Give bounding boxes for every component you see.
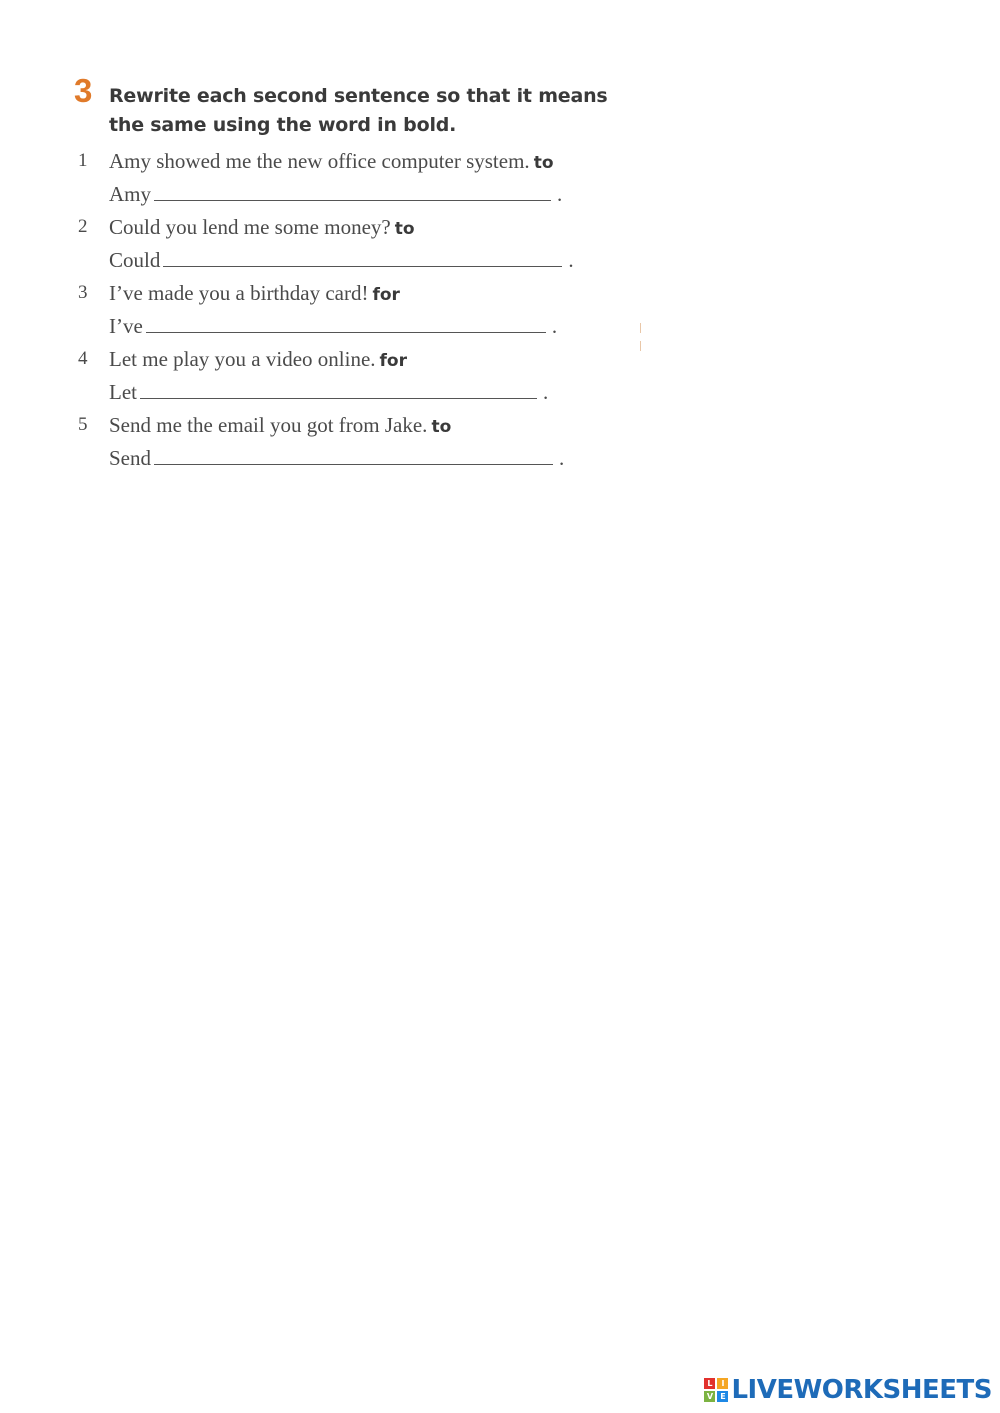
instruction-line-1: Rewrite each second sentence so that it means bbox=[109, 85, 608, 107]
answer-start-word: Send bbox=[109, 446, 151, 470]
answer-end-punctuation: . bbox=[559, 446, 565, 470]
item-sentence bbox=[109, 146, 554, 178]
logo-tile: V bbox=[704, 1391, 715, 1402]
item-keyword: for bbox=[379, 351, 407, 371]
answer-blank[interactable] bbox=[163, 246, 562, 267]
exercise-3 bbox=[74, 72, 654, 470]
liveworksheets-logo-icon bbox=[704, 1378, 728, 1402]
scan-mark bbox=[640, 341, 641, 351]
exercise-header bbox=[74, 74, 654, 140]
logo-tile: L bbox=[704, 1378, 715, 1389]
item-answer-line bbox=[109, 245, 574, 275]
instruction-line-2: the same using the word in bold. bbox=[109, 114, 457, 136]
answer-start-word: Let bbox=[109, 380, 137, 404]
item-sentence-text: Let me play you a video online. bbox=[109, 347, 376, 371]
exercise-item bbox=[74, 146, 654, 212]
exercise-number: 3 bbox=[74, 72, 93, 109]
answer-blank[interactable] bbox=[154, 180, 551, 201]
item-number: 4 bbox=[78, 348, 88, 369]
exercise-item bbox=[74, 278, 654, 344]
exercise-item bbox=[74, 344, 654, 410]
answer-end-punctuation: . bbox=[542, 380, 549, 404]
exercise-items bbox=[74, 146, 654, 476]
answer-start-word: I’ve bbox=[109, 314, 143, 338]
item-sentence bbox=[109, 278, 400, 310]
item-answer-line bbox=[109, 377, 548, 407]
answer-blank[interactable] bbox=[140, 378, 537, 399]
item-keyword: for bbox=[372, 285, 400, 305]
item-number: 2 bbox=[78, 216, 88, 237]
exercise-instruction bbox=[109, 82, 629, 140]
item-number: 3 bbox=[78, 282, 88, 303]
answer-end-punctuation: . bbox=[568, 248, 574, 272]
item-number: 1 bbox=[78, 150, 88, 171]
item-sentence-text: Could you lend me some money? bbox=[109, 215, 391, 239]
item-sentence bbox=[109, 344, 407, 376]
answer-end-punctuation: . bbox=[551, 314, 558, 338]
answer-blank[interactable] bbox=[146, 312, 546, 333]
item-keyword: to bbox=[431, 417, 452, 437]
answer-start-word: Could bbox=[109, 248, 161, 272]
item-answer-line bbox=[109, 443, 564, 473]
logo-tile: I bbox=[717, 1378, 728, 1389]
item-answer-line bbox=[109, 179, 562, 209]
item-answer-line bbox=[109, 311, 557, 341]
answer-end-punctuation: . bbox=[557, 182, 563, 206]
exercise-item bbox=[74, 212, 654, 278]
scan-mark bbox=[640, 323, 641, 333]
brand-wordmark: LIVEWORKSHEETS bbox=[731, 1375, 992, 1405]
item-sentence bbox=[109, 410, 451, 442]
answer-start-word: Amy bbox=[109, 182, 151, 206]
item-sentence-text: I’ve made you a birthday card! bbox=[109, 281, 369, 305]
item-keyword: to bbox=[533, 153, 554, 173]
exercise-item bbox=[74, 410, 654, 476]
item-number: 5 bbox=[78, 414, 88, 435]
answer-blank[interactable] bbox=[154, 444, 553, 465]
item-sentence bbox=[109, 212, 415, 244]
logo-tile: E bbox=[717, 1391, 728, 1402]
item-keyword: to bbox=[394, 219, 415, 239]
item-sentence-text: Amy showed me the new office computer system. bbox=[109, 149, 530, 173]
liveworksheets-brand bbox=[704, 1375, 992, 1405]
item-sentence-text: Send me the email you got from Jake. bbox=[109, 413, 428, 437]
